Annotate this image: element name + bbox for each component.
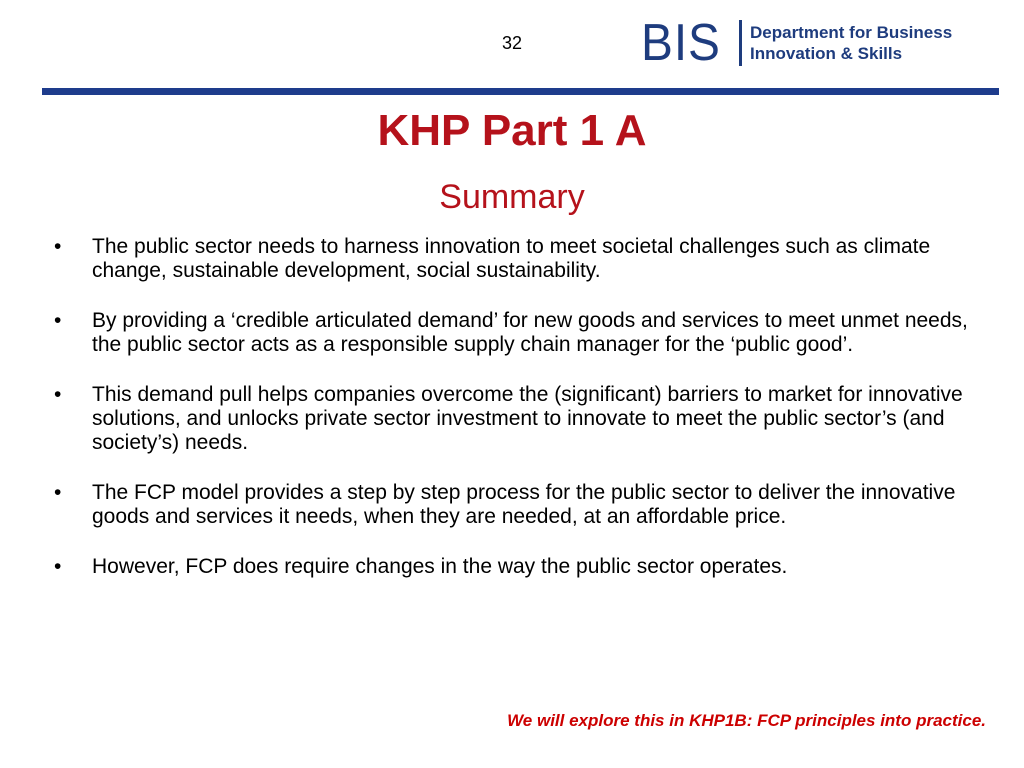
bullet-item (54, 309, 994, 357)
bullet-item (54, 481, 994, 529)
bullet-item (54, 555, 994, 579)
page-number: 32 (501, 33, 523, 53)
bullet-icon: • (54, 555, 62, 578)
logo-line-2: Innovation & Skills (750, 44, 903, 63)
logo-mark: BIS (641, 14, 721, 72)
slide-subtitle: Summary (439, 178, 585, 216)
logo-line-1: Department for Business (750, 23, 953, 42)
bullet-text: The public sector needs to harness innovation to meet societal challenges such as climate change, sustainable development, social sustainability. (92, 235, 931, 282)
header-rule (42, 88, 999, 95)
footer-note: We will explore this in KHP1B: FCP principles into practice. (507, 711, 986, 730)
logo-divider (739, 20, 742, 66)
bullet-list (54, 235, 994, 605)
logo-text (750, 22, 952, 64)
bullet-text: By providing a ‘credible articulated demand’ for new goods and services to meet unmet needs, the public sector acts as a responsible supply chain manager for the ‘public good’. (92, 309, 968, 356)
bis-logo (641, 16, 981, 70)
bullet-text: This demand pull helps companies overcome the (significant) barriers to market for innovative solutions, and unlocks private sector investment to innovate to meet the public sector’s (and society’s) needs. (92, 383, 963, 454)
bullet-icon: • (54, 481, 62, 504)
bullet-icon: • (54, 309, 62, 332)
bullet-text: However, FCP does require changes in the way the public sector operates. (92, 555, 788, 578)
bullet-item (54, 383, 994, 455)
bullet-item (54, 235, 994, 283)
bullet-icon: • (54, 383, 62, 406)
slide-title: KHP Part 1 A (377, 106, 647, 155)
bullet-icon: • (54, 235, 62, 258)
bullet-text: The FCP model provides a step by step process for the public sector to deliver the innovative goods and services it needs, when they are needed, at an affordable price. (92, 481, 956, 528)
